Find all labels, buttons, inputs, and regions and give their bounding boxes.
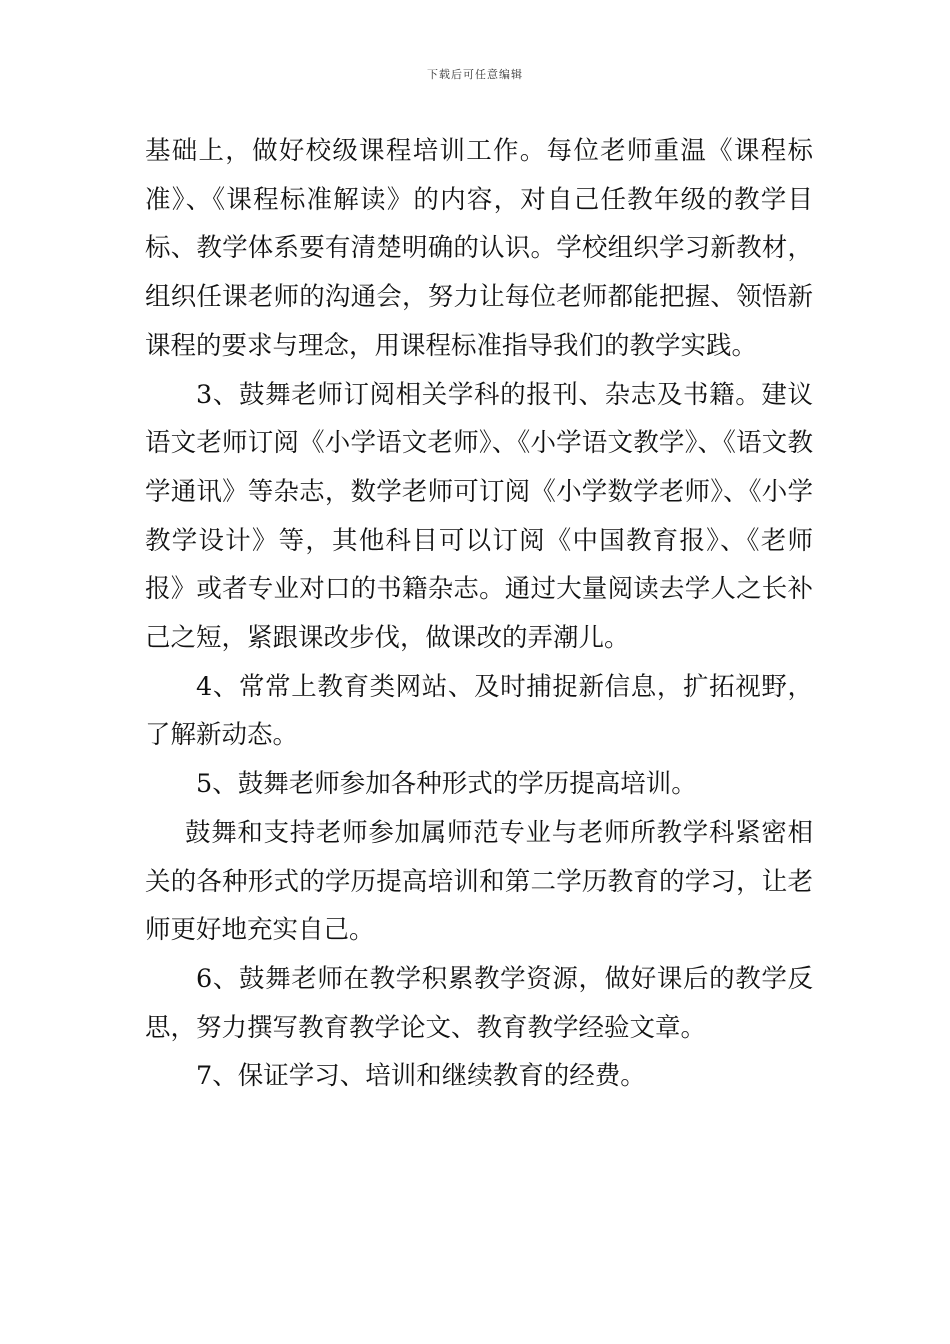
paragraph-item-4: 4、常常上教育类网站、及时捕捉新信息，扩拓视野，了解新动态。 <box>145 671 813 751</box>
paragraph-item-5: 5、鼓舞老师参加各种形式的学历提高培训。 <box>196 769 697 800</box>
paragraph-continuation: 基础上，做好校级课程培训工作。每位老师重温《课程标准》、《课程标准解读》的内容，对自己任教年级的教学目标、教学体系要有清楚明确的认识。学校组织学习新教材，组织任课老师的沟通会，努力让每位老师都能把握、领悟新课程的要求与理念，用课程标准指导我们的教学实践。 <box>145 136 813 361</box>
document-body <box>145 127 813 1101</box>
paragraph-item-3: 3、鼓舞老师订阅相关学科的报刊、杂志及书籍。建议语文老师订阅《小学语文老师》、《小学语文教学》、《语文教学通讯》等杂志，数学老师可订阅《小学数学老师》、《小学教学设计》等，其他科目可以订阅《中国教育报》、《老师报》或者专业对口的书籍杂志。通过大量阅读去学人之长补己之短，紧跟课改步伐，做课改的弄潮儿。 <box>145 379 813 654</box>
paragraph-item-6: 6、鼓舞老师在教学积累教学资源，做好课后的教学反思，努力撰写教育教学论文、教育教学经验文章。 <box>145 963 813 1043</box>
paragraph-item-5-detail: 鼓舞和支持老师参加属师范专业与老师所教学科紧密相关的各种形式的学历提高培训和第二学历教育的学习，让老师更好地充实自己。 <box>145 817 813 946</box>
paragraph-item-7: 7、保证学习、培训和继续教育的经费。 <box>196 1061 646 1092</box>
page-header: 下载后可任意编辑 <box>427 68 523 81</box>
